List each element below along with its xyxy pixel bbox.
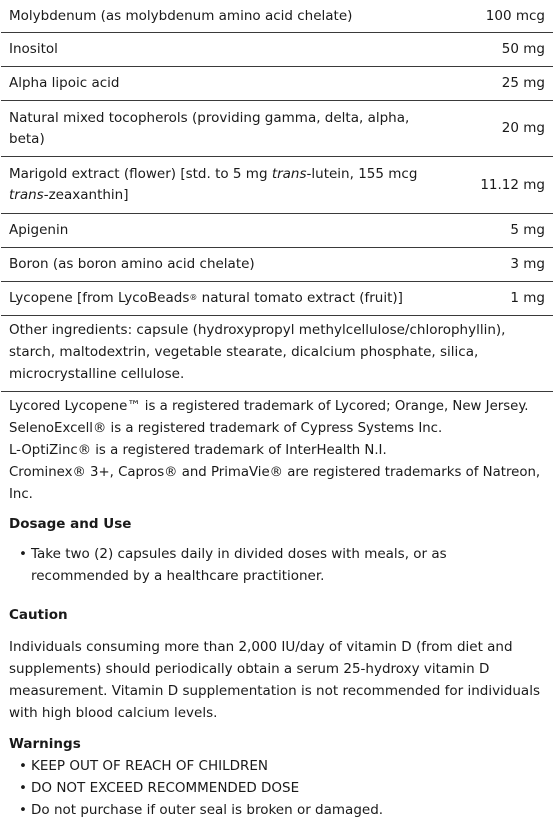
- ingredient-name: [1, 282, 437, 316]
- bullet-icon: •: [19, 802, 27, 818]
- trademark-line: Crominex® 3+, Capros® and PrimaVie® are registered trademarks of Natreon, Inc.: [9, 465, 541, 502]
- ingredient-name-text: Natural mixed tocopherols (providing gamma, delta, alpha, beta): [9, 109, 410, 147]
- trademark-line: L-OptiZinc® is a registered trademark of InterHealth N.I.: [9, 443, 387, 458]
- table-row: [1, 248, 553, 282]
- warnings-list: [1, 755, 553, 821]
- ingredient-name-text: -lutein, 155 mcg: [306, 166, 418, 182]
- bullet-icon: •: [19, 780, 27, 796]
- trademark-notes: [1, 392, 553, 506]
- ingredient-amount: 11.12 mg: [437, 157, 553, 214]
- ingredient-name: [1, 101, 437, 157]
- table-row: [1, 157, 553, 214]
- ingredient-name: Apigenin: [1, 214, 437, 248]
- ingredient-amount: 3 mg: [437, 248, 553, 282]
- label-text-flow: [1, 316, 553, 821]
- list-item: [19, 755, 545, 777]
- ingredient-amount: 50 mg: [437, 33, 553, 67]
- list-item-text: Do not purchase if outer seal is broken or damaged.: [31, 802, 384, 818]
- table-row: [1, 33, 553, 67]
- list-item: [19, 543, 545, 587]
- ingredient-name-text: -zeaxanthin]: [43, 187, 129, 203]
- table-row: [1, 101, 553, 157]
- ingredient-name: Alpha lipoic acid: [1, 67, 437, 101]
- ingredient-name-text: Marigold extract (flower) [std. to 5 mg: [9, 166, 272, 182]
- table-row: [1, 0, 553, 33]
- dosage-list: [1, 543, 553, 587]
- ingredient-name: Molybdenum (as molybdenum amino acid chelate): [1, 0, 437, 33]
- ingredient-amount: 25 mg: [437, 67, 553, 101]
- trademark-line: Lycored Lycopene™ is a registered trademark of Lycored; Orange, New Jersey.: [9, 399, 529, 414]
- list-item: [19, 799, 545, 821]
- list-item-text: Take two (2) capsules daily in divided doses with meals, or as recommended by a healthcare practitioner.: [31, 546, 447, 584]
- ingredient-amount: 5 mg: [437, 214, 553, 248]
- ingredient-amount: 20 mg: [437, 101, 553, 157]
- ingredient-name-italic: trans: [271, 166, 307, 182]
- other-ingredients: Other ingredients: capsule (hydroxypropyl methylcellulose/chlorophyllin), starch, maltodextrin, vegetable stearate, dicalcium phosphate, silica, microcrystalline cellulose.: [1, 316, 553, 392]
- ingredient-name: Boron (as boron amino acid chelate): [1, 248, 437, 282]
- list-item-text: KEEP OUT OF REACH OF CHILDREN: [31, 758, 269, 774]
- list-item-text: DO NOT EXCEED RECOMMENDED DOSE: [31, 780, 300, 796]
- warnings-heading: Warnings: [9, 736, 81, 752]
- ingredient-name-italic: trans: [9, 187, 44, 203]
- ingredient-name-text: natural tomato extract (fruit)]: [197, 290, 403, 306]
- ingredient-amount: 100 mcg: [437, 0, 553, 33]
- caution-text: Individuals consuming more than 2,000 IU/day of vitamin D (from diet and supplements) should periodically obtain a serum 25-hydroxy vitamin D measurement. Vitamin D supplementation is not recommended for individuals with high blood calcium levels.: [9, 639, 540, 721]
- bullet-icon: •: [19, 546, 27, 562]
- table-row: [1, 214, 553, 248]
- list-item: [19, 777, 545, 799]
- ingredient-amount: 1 mg: [437, 282, 553, 316]
- trademark-line: SelenoExcell® is a registered trademark of Cypress Systems Inc.: [9, 421, 443, 436]
- ingredient-name: Inositol: [1, 33, 437, 67]
- ingredient-name: [1, 157, 437, 214]
- caution-heading: Caution: [9, 607, 68, 623]
- supplement-facts-table: [1, 0, 553, 316]
- bullet-icon: •: [19, 758, 27, 774]
- dosage-heading: Dosage and Use: [9, 516, 132, 532]
- registered-mark: ®: [189, 293, 198, 302]
- table-row: [1, 67, 553, 101]
- table-row: [1, 282, 553, 316]
- ingredient-name-text: Lycopene [from LycoBeads: [9, 290, 190, 306]
